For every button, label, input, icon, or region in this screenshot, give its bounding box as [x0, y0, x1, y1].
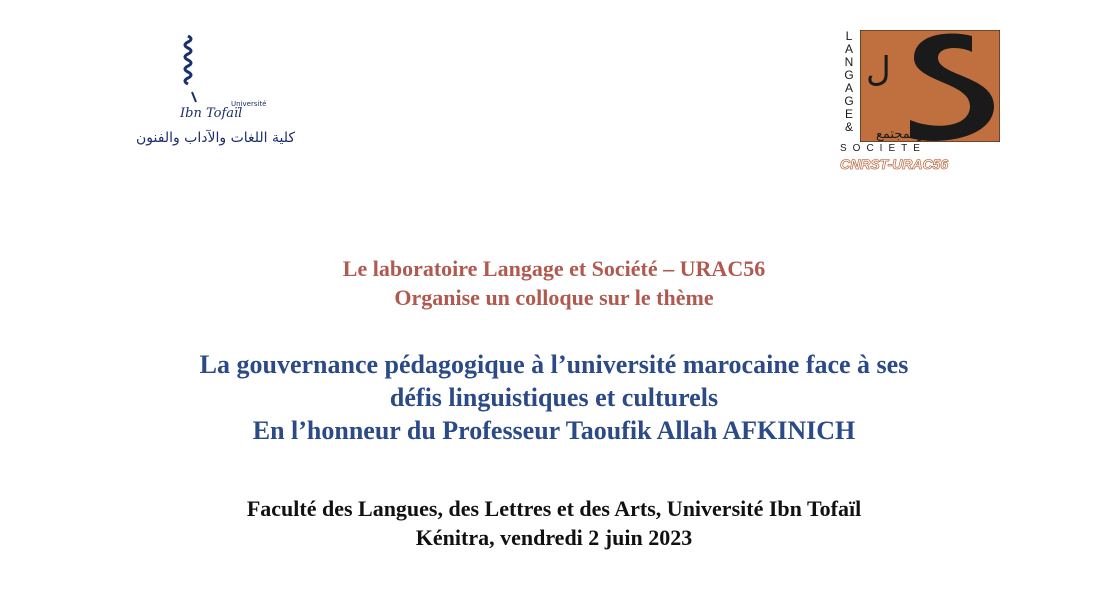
ibn-tofail-logo	[136, 30, 311, 155]
venue-block	[0, 494, 1108, 552]
lab-header	[0, 254, 1108, 312]
logo-code: CNRST-URAC56	[840, 156, 949, 172]
theme-line-2: défis linguistiques et culturels	[389, 383, 719, 412]
wave-emblem-icon	[180, 34, 200, 104]
logo-letter: A	[844, 81, 853, 95]
university-small-label: Université	[231, 100, 267, 108]
logo-arabic-text: اللغة والمجتمع	[876, 127, 954, 142]
faculty-arabic-name: كلية اللغات والآداب والفنون	[136, 130, 296, 146]
colloquium-theme	[0, 348, 1108, 447]
lab-name-line: Le laboratoire Langage et Société – URAC56	[342, 256, 766, 281]
logo-letter: A	[844, 42, 853, 56]
date-line: Kénitra, vendredi 2 juin 2023	[415, 525, 693, 550]
arabic-lam-glyph-icon: ل	[866, 50, 891, 90]
organise-line: Organise un colloque sur le thème	[394, 285, 714, 310]
logo-letter: L	[845, 29, 853, 43]
university-name: Ibn Tofaïl	[180, 106, 243, 121]
honour-line: En l’honneur du Professeur Taoufik Allah AFKINICH	[252, 416, 856, 445]
logo-letter: G	[844, 94, 854, 108]
theme-line-1: La gouvernance pédagogique à l’université marocaine face à ses	[199, 350, 909, 379]
logo-vertical-letters	[842, 30, 856, 134]
langage-societe-logo	[832, 30, 1002, 174]
logo-letter: E	[844, 107, 853, 121]
logo-letter: G	[844, 68, 854, 82]
logo-letter: N	[844, 55, 854, 69]
logo-letter: &	[844, 120, 853, 134]
logo-societe-label: SOCIETE	[840, 143, 926, 154]
venue-line: Faculté des Langues, des Lettres et des Arts, Université Ibn Tofaïl	[246, 496, 862, 521]
